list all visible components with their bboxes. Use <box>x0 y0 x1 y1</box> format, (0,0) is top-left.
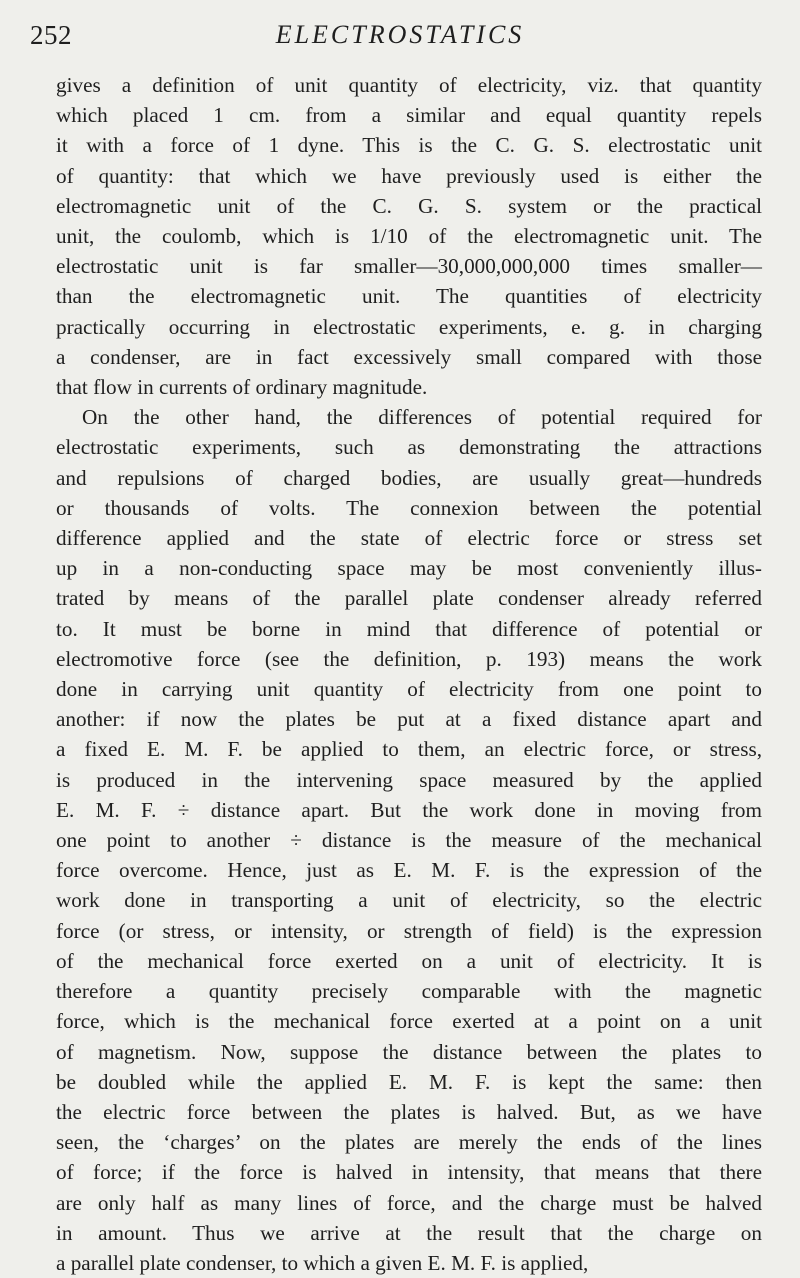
page-number: 252 <box>30 20 72 50</box>
text-line: trated by means of the parallel plate condenser already referred <box>56 586 762 611</box>
text-line: electrostatic unit is far smaller—30,000,000,000 times smaller— <box>56 254 762 279</box>
text-line: a condenser, are in fact excessively small compared with those <box>56 344 762 369</box>
text-line: a fixed E. M. F. be applied to them, an electric force, or stress, <box>56 737 762 762</box>
text-line: is produced in the intervening space measured by the applied <box>56 767 762 792</box>
text-line: therefore a quantity precisely comparable with the magnetic <box>56 979 762 1004</box>
text-line: to. It must be borne in mind that difference of potential or <box>56 616 762 641</box>
text-line: the electric force between the plates is halved. But, as we have <box>56 1099 762 1124</box>
text-line: electromagnetic unit of the C. G. S. system or the practical <box>56 193 762 218</box>
text-line: of quantity: that which we have previously used is either the <box>56 163 762 188</box>
text-line: that flow in currents of ordinary magnitude. <box>56 375 428 400</box>
running-title: ELECTROSTATICS <box>275 20 525 49</box>
text-line: electrostatic experiments, such as demonstrating the attractions <box>56 435 762 460</box>
text-line: force overcome. Hence, just as E. M. F. is the expression of the <box>56 858 762 883</box>
text-line: than the electromagnetic unit. The quantities of electricity <box>56 284 762 309</box>
text-line: work done in transporting a unit of electricity, so the electric <box>56 888 762 913</box>
text-line: up in a non-conducting space may be most conveniently illus- <box>56 556 762 581</box>
text-line: it with a force of 1 dyne. This is the C. G. S. electrostatic unit <box>56 133 762 158</box>
text-line: of magnetism. Now, suppose the distance between the plates to <box>56 1039 762 1064</box>
text-line: unit, the coulomb, which is 1/10 of the electromagnetic unit. The <box>56 224 762 249</box>
text-line: a parallel plate condenser, to which a given E. M. F. is applied, <box>56 1250 589 1275</box>
text-line: seen, the ‘charges’ on the plates are merely the ends of the lines <box>56 1130 762 1155</box>
text-line: force, which is the mechanical force exerted at a point on a unit <box>56 1009 762 1034</box>
text-line: practically occurring in electrostatic experiments, e. g. in charging <box>56 314 762 339</box>
text-line: in amount. Thus we arrive at the result that the charge on <box>56 1220 762 1245</box>
text-line: force (or stress, or intensity, or strength of field) is the expression <box>56 918 762 943</box>
text-line: be doubled while the applied E. M. F. is kept the same: then <box>56 1069 762 1094</box>
text-line: or thousands of volts. The connexion between the potential <box>56 495 762 520</box>
text-line: On the other hand, the differences of potential required for <box>82 405 762 430</box>
text-line: E. M. F. ÷ distance apart. But the work done in moving from <box>56 797 762 822</box>
text-line: done in carrying unit quantity of electricity from one point to <box>56 677 762 702</box>
text-line: electromotive force (see the definition, p. 193) means the work <box>56 646 762 671</box>
text-line: of force; if the force is halved in intensity, that means that there <box>56 1160 762 1185</box>
text-line: difference applied and the state of electric force or stress set <box>56 526 762 551</box>
page-header <box>30 16 770 56</box>
text-line: one point to another ÷ distance is the measure of the mechanical <box>56 828 762 853</box>
text-line: are only half as many lines of force, and the charge must be halved <box>56 1190 762 1215</box>
text-line: and repulsions of charged bodies, are usually great—hundreds <box>56 465 762 490</box>
text-line: of the mechanical force exerted on a unit of electricity. It is <box>56 948 762 973</box>
text-line: gives a definition of unit quantity of electricity, viz. that quantity <box>56 73 762 97</box>
paragraph <box>56 402 762 1278</box>
text-line: another: if now the plates be put at a fixed distance apart and <box>56 707 762 732</box>
body-text <box>56 70 762 1278</box>
paragraph <box>56 70 762 402</box>
text-line: which placed 1 cm. from a similar and equal quantity repels <box>56 103 762 128</box>
